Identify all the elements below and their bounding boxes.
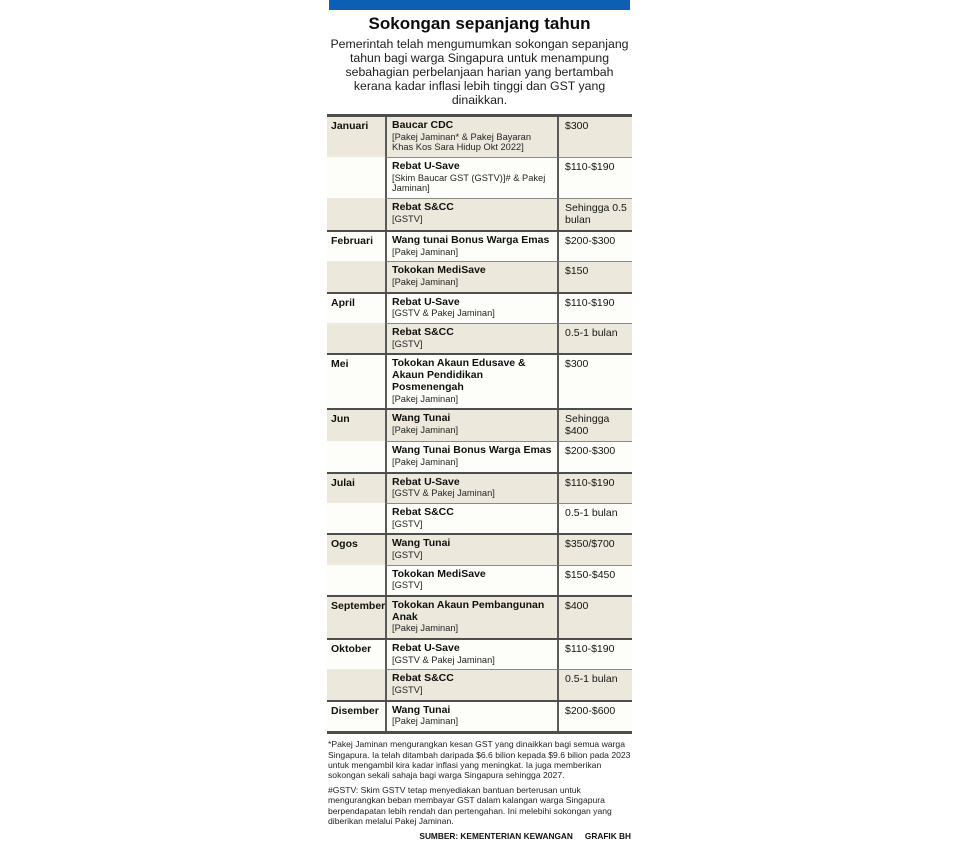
program-name: Tokokan Akaun Edusave & Akaun Pendidikan Posmenengah: [392, 357, 526, 393]
amount-cell: $110-$190: [557, 157, 632, 198]
program-cell: [385, 503, 557, 533]
program-cell: [385, 474, 557, 503]
program-scheme-detail: [GSTV]: [392, 213, 423, 224]
program-cell: [385, 597, 557, 638]
program-cell: [385, 535, 557, 564]
month-label: Oktober: [331, 642, 372, 655]
amount-cell: $110-$190: [557, 640, 632, 669]
month-label: September: [331, 599, 386, 612]
program-scheme-detail: [Pakej Jaminan]: [392, 393, 459, 404]
month-cell: [327, 410, 385, 441]
footnotes: [328, 739, 631, 827]
month-label: Mei: [331, 358, 349, 371]
month-cell: [327, 597, 385, 638]
month-cell: [327, 198, 385, 230]
amount-cell: $300: [557, 117, 632, 157]
month-label: Ogos: [331, 538, 358, 551]
program-name: Rebat S&CC: [392, 325, 454, 338]
month-cell: [327, 294, 385, 323]
program-cell: [385, 702, 557, 731]
program-name: Rebat S&CC: [392, 672, 454, 685]
program-name: Wang tunai Bonus Warga Emas: [392, 233, 550, 246]
amount-cell: 0.5-1 bulan: [557, 503, 632, 533]
month-group: [327, 700, 632, 731]
program-name: Rebat U-Save: [392, 160, 460, 173]
month-cell: [327, 503, 385, 533]
month-cell: [327, 157, 385, 198]
month-group: [327, 638, 632, 700]
amount-cell: Sehingga 0.5 bulan: [557, 198, 632, 230]
program-name: Wang Tunai: [392, 412, 451, 425]
program-scheme-detail: [Pakej Jaminan]: [392, 623, 459, 634]
program-scheme-detail: [GSTV & Pakej Jaminan]: [392, 308, 495, 319]
program-name: Rebat U-Save: [392, 295, 460, 308]
month-group: [327, 533, 632, 595]
program-scheme-detail: [Pakej Jaminan]: [392, 246, 459, 257]
month-group: [327, 117, 632, 230]
amount-cell: $110-$190: [557, 474, 632, 503]
table-row: [327, 157, 632, 198]
table-row: [327, 565, 632, 595]
program-cell: [385, 640, 557, 669]
month-cell: [327, 323, 385, 353]
month-cell: [327, 355, 385, 408]
amount-cell: $200-$600: [557, 702, 632, 731]
table-row: [327, 294, 632, 323]
program-cell: [385, 198, 557, 230]
credits-line: [328, 831, 631, 841]
month-cell: [327, 261, 385, 291]
footnote-pakej-jaminan: *Pakej Jaminan mengurangkan kesan GST yang dinaikkan bagi semua warga Singapura. Ia telah ditambah daripada $6.6 bilion kepada $9.6 bilion pada 2023 untuk mengambil kira kadar inflasi yang meningkat. Ia juga memberikan sokongan sekali sahaja bagi warga Singapura sehingga 2027.: [328, 739, 631, 781]
program-scheme-detail: [Pakej Jaminan* & Pakej Bayaran Khas Kos Sara Hidup Okt 2022]: [392, 131, 532, 153]
month-group: [327, 472, 632, 534]
month-label: April: [331, 296, 355, 309]
table-row: [327, 198, 632, 230]
program-scheme-detail: [GSTV & Pakej Jaminan]: [392, 654, 495, 665]
intro-text: Pemerintah telah mengumumkan sokongan sepanjang tahun bagi warga Singapura untuk menampung sebahagian perbelanjaan harian yang bertambah kerana kadar inflasi lebih tinggi dan GST yang dinaikkan.: [330, 37, 629, 108]
program-scheme-detail: [GSTV]: [392, 685, 423, 696]
month-group: [327, 595, 632, 638]
credit-label: GRAFIK BH: [584, 830, 631, 841]
table-row: [327, 323, 632, 353]
program-cell: [385, 565, 557, 595]
month-group: [327, 353, 632, 408]
table-row: [327, 441, 632, 471]
month-label: Februari: [331, 234, 374, 247]
program-name: Tokokan MediSave: [392, 264, 486, 277]
program-cell: [385, 261, 557, 291]
program-cell: [385, 157, 557, 198]
table-row: [327, 232, 632, 261]
footnote-gstv: #GSTV: Skim GSTV tetap menyediakan bantuan berterusan untuk mengurangkan beban membayar GST dalam kalangan warga Singapura berpendapatan lebih rendah dan pertengahan. Ini melebihi sokongan yang diberikan melalui Pakej Jaminan.: [328, 784, 612, 827]
program-scheme-detail: [GSTV]: [392, 338, 423, 349]
amount-cell: $200-$300: [557, 441, 632, 471]
month-group: [327, 408, 632, 471]
table-row: [327, 410, 632, 441]
amount-cell: Sehingga $400: [557, 410, 632, 441]
program-scheme-detail: [Pakej Jaminan]: [392, 716, 459, 727]
program-cell: [385, 410, 557, 441]
month-label: Julai: [331, 476, 355, 489]
table-row: [327, 355, 632, 408]
amount-cell: $150: [557, 261, 632, 291]
month-cell: [327, 535, 385, 564]
table-row: [327, 117, 632, 157]
program-cell: [385, 294, 557, 323]
page-title: Sokongan sepanjang tahun: [368, 14, 591, 33]
program-cell: [385, 355, 557, 408]
program-name: Wang Tunai Bonus Warga Emas: [392, 444, 552, 457]
program-cell: [385, 232, 557, 261]
program-scheme-detail: [Pakej Jaminan]: [392, 277, 459, 288]
program-name: Baucar CDC: [392, 119, 454, 132]
program-scheme-detail: [Pakej Jaminan]: [392, 424, 459, 435]
month-group: [327, 230, 632, 292]
source-label: SUMBER: KEMENTERIAN KEWANGAN: [419, 830, 573, 841]
month-label: Jun: [331, 413, 350, 426]
amount-cell: $150-$450: [557, 565, 632, 595]
amount-cell: 0.5-1 bulan: [557, 669, 632, 699]
month-cell: [327, 441, 385, 471]
table-row: [327, 261, 632, 291]
table-row: [327, 535, 632, 564]
program-cell: [385, 117, 557, 157]
program-scheme-detail: [GSTV]: [392, 549, 423, 560]
amount-cell: 0.5-1 bulan: [557, 323, 632, 353]
content-column: [327, 0, 632, 841]
table-row: [327, 702, 632, 731]
program-name: Wang Tunai: [392, 537, 451, 550]
program-scheme-detail: [GSTV]: [392, 518, 423, 529]
month-group: [327, 292, 632, 354]
header-accent-bar: [329, 0, 630, 10]
table-row: [327, 669, 632, 699]
program-cell: [385, 323, 557, 353]
amount-cell: $350/$700: [557, 535, 632, 564]
amount-cell: $400: [557, 597, 632, 638]
program-scheme-detail: [GSTV]: [392, 580, 423, 591]
month-cell: [327, 640, 385, 669]
month-cell: [327, 565, 385, 595]
month-cell: [327, 474, 385, 503]
support-table: [327, 114, 632, 734]
program-name: Wang Tunai: [392, 703, 451, 716]
month-cell: [327, 117, 385, 157]
program-scheme-detail: [GSTV & Pakej Jaminan]: [392, 488, 495, 499]
program-name: Tokokan MediSave: [392, 567, 486, 580]
program-scheme-detail: [Skim Baucar GST (GSTV)]# & Pakej Jaminan]: [392, 172, 546, 194]
table-row: [327, 597, 632, 638]
amount-cell: $200-$300: [557, 232, 632, 261]
amount-cell: $300: [557, 355, 632, 408]
program-name: Rebat S&CC: [392, 505, 454, 518]
month-cell: [327, 702, 385, 731]
table-row: [327, 474, 632, 503]
program-name: Rebat S&CC: [392, 200, 454, 213]
program-cell: [385, 441, 557, 471]
table-row: [327, 503, 632, 533]
program-name: Tokokan Akaun Pembangunan Anak: [392, 598, 545, 623]
program-scheme-detail: [Pakej Jaminan]: [392, 456, 459, 467]
program-name: Rebat U-Save: [392, 641, 460, 654]
program-name: Rebat U-Save: [392, 475, 460, 488]
table-row: [327, 640, 632, 669]
amount-cell: $110-$190: [557, 294, 632, 323]
month-cell: [327, 232, 385, 261]
month-cell: [327, 669, 385, 699]
month-label: Januari: [331, 120, 369, 133]
program-cell: [385, 669, 557, 699]
month-label: Disember: [331, 704, 379, 717]
